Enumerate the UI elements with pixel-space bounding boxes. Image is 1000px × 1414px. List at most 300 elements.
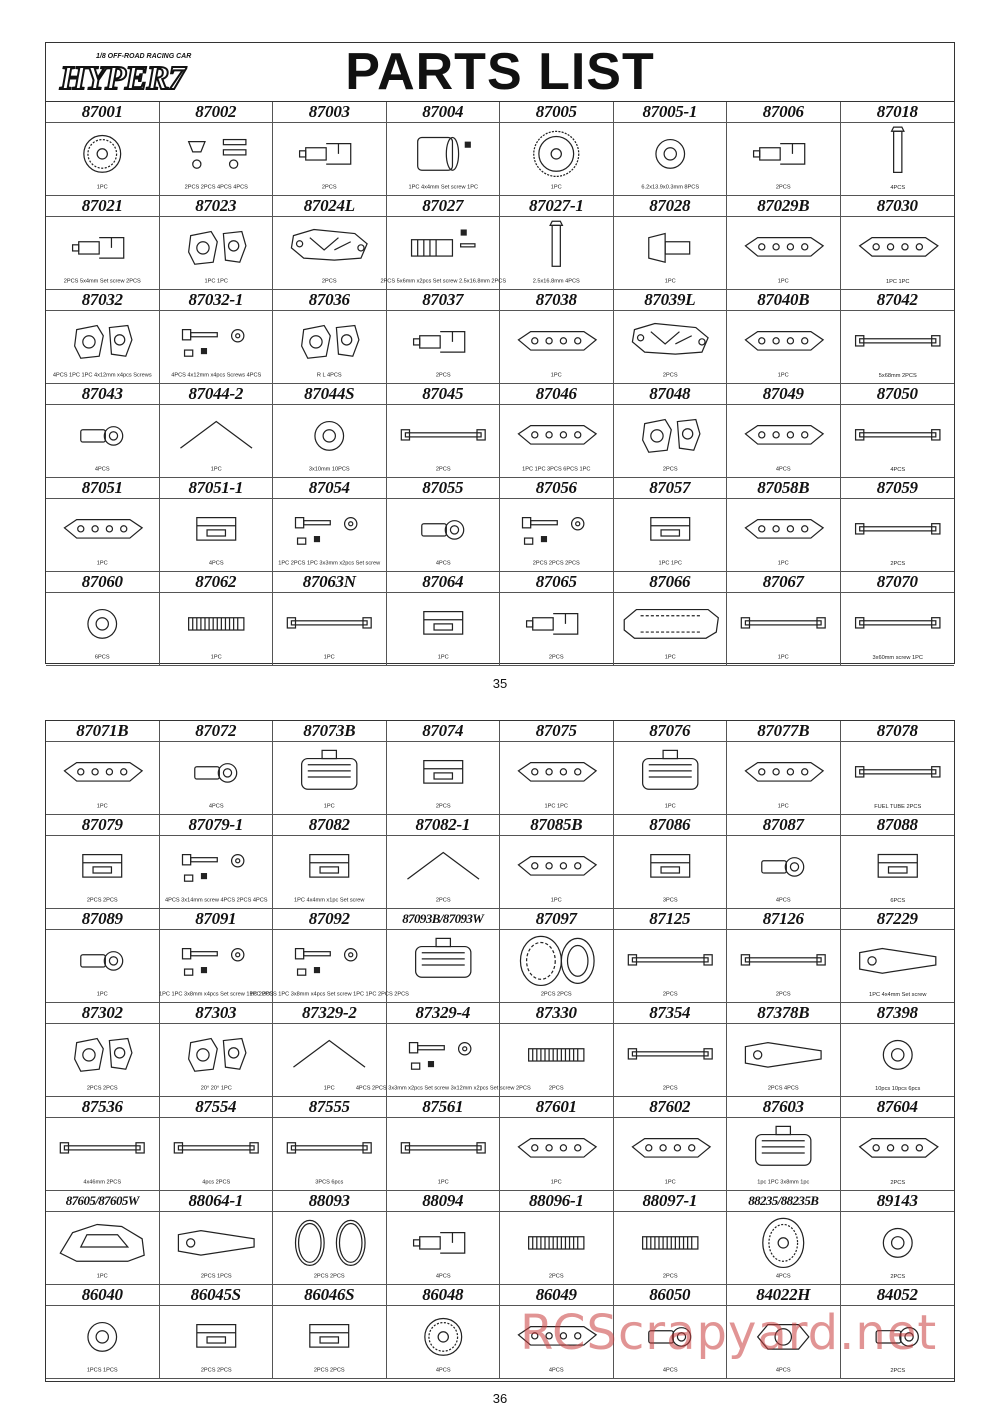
part-quantity: 1PC <box>210 466 222 473</box>
part-cell <box>727 721 841 815</box>
plate-icon <box>500 836 613 908</box>
part-quantity: 3PCS <box>662 897 678 904</box>
washer-icon <box>614 123 727 195</box>
part-quantity: 1PC 1PC 3x8mm x4pcs Set screw 1PC 2PCS <box>158 991 273 998</box>
wire-icon <box>160 405 273 477</box>
part-number: 87044S <box>273 384 386 405</box>
part-number: 87055 <box>387 478 500 499</box>
plate-icon <box>727 405 840 477</box>
part-quantity: 2PCS <box>889 1179 905 1186</box>
logo-tagline: 1/8 OFF-ROAD RACING CAR <box>96 53 192 60</box>
part-quantity: 1PC <box>96 991 108 998</box>
part-number: 88094 <box>387 1191 500 1212</box>
part-quantity: 1PC <box>96 184 108 191</box>
part-number: 87030 <box>841 196 955 217</box>
outdrive-icon <box>387 1212 500 1284</box>
outdrive-icon <box>273 123 386 195</box>
shaft-icon <box>379 217 506 289</box>
part-quantity: 6PCS <box>94 654 110 661</box>
part-number: 87027-1 <box>500 196 613 217</box>
part-quantity: 1PC 1PC <box>885 278 910 285</box>
part-cell <box>160 815 274 909</box>
part-cell <box>841 815 955 909</box>
part-quantity: 2PCS 2PCS 2PCS <box>532 560 580 567</box>
tire-icon <box>500 930 613 1002</box>
part-number: 87097 <box>500 909 613 930</box>
part-number: 87126 <box>727 909 840 930</box>
chassis-icon <box>614 593 727 665</box>
rod-icon <box>841 311 955 383</box>
hub-icon <box>160 217 273 289</box>
spring-icon <box>160 593 273 665</box>
part-quantity: 2PCS 5x6mm x2pcs Set screw 2.5x16.8mm 2PCS <box>379 278 506 285</box>
screw-icon <box>273 499 386 571</box>
part-number: 87088 <box>841 815 955 836</box>
part-cell <box>614 1003 728 1097</box>
part-cell <box>500 384 614 478</box>
part-quantity: 1PC <box>777 560 789 567</box>
screw-icon <box>160 311 273 383</box>
part-number: 86040 <box>46 1285 159 1306</box>
part-cell <box>273 721 387 815</box>
part-number: 87028 <box>614 196 727 217</box>
rod-end-icon <box>160 742 273 814</box>
part-cell <box>46 909 160 1003</box>
parts-sheet-page-36 <box>45 720 955 1382</box>
screw-icon <box>500 499 613 571</box>
spring-icon <box>500 1212 613 1284</box>
part-quantity: 1PC 1PC <box>544 803 568 810</box>
part-quantity: 2PCS <box>775 184 791 191</box>
part-number: 86046S <box>273 1285 386 1306</box>
rod-icon <box>160 1118 273 1190</box>
plate-icon <box>46 499 159 571</box>
part-quantity: 2PCS 2PCS 4PCS 4PCS <box>184 184 248 191</box>
part-cell <box>160 196 274 290</box>
plate-icon <box>727 217 840 289</box>
rod-icon <box>841 499 955 571</box>
rod-icon <box>614 1024 727 1096</box>
part-quantity: 4PCS <box>775 466 791 473</box>
washer-icon <box>273 405 386 477</box>
washer-icon <box>841 1024 955 1096</box>
part-cell <box>727 102 841 196</box>
outdrive-icon <box>46 217 159 289</box>
block-icon <box>841 836 955 908</box>
block-icon <box>160 499 273 571</box>
part-number: 87005 <box>500 102 613 123</box>
part-quantity: 1PCS 1PCS <box>86 1367 118 1374</box>
part-quantity: 4PCS <box>435 1273 451 1280</box>
part-quantity: 1PC <box>550 184 562 191</box>
part-cell <box>500 102 614 196</box>
part-quantity: 20° 20° 1PC <box>200 1085 232 1092</box>
part-number: 87048 <box>614 384 727 405</box>
part-cell <box>614 721 728 815</box>
part-cell <box>387 721 501 815</box>
part-cell <box>841 290 955 384</box>
part-quantity: 5x68mm 2PCS <box>878 372 917 379</box>
part-quantity: 1PC <box>96 1273 108 1280</box>
part-number: 87229 <box>841 909 955 930</box>
part-quantity: 2PCS 5x4mm Set screw 2PCS <box>63 278 141 285</box>
part-cell <box>614 102 728 196</box>
part-quantity: 1PC <box>550 372 562 379</box>
part-quantity: 1PC <box>323 654 335 661</box>
tank-icon <box>387 930 500 1002</box>
plate-icon <box>727 742 840 814</box>
part-quantity: 2PCS 1PCS <box>200 1273 232 1280</box>
part-number: 87091 <box>160 909 273 930</box>
part-number: 86045S <box>160 1285 273 1306</box>
arm-icon <box>614 311 727 383</box>
part-cell <box>46 1191 160 1285</box>
part-number: 87064 <box>387 572 500 593</box>
part-number: 88064-1 <box>160 1191 273 1212</box>
part-number: 87303 <box>160 1003 273 1024</box>
part-number: 87092 <box>273 909 386 930</box>
part-number: 87024L <box>273 196 386 217</box>
part-cell <box>841 478 955 572</box>
part-cell <box>387 102 501 196</box>
part-number: 86048 <box>387 1285 500 1306</box>
part-cell <box>500 572 614 666</box>
part-cell <box>387 478 501 572</box>
part-number: 87032 <box>46 290 159 311</box>
screw-icon <box>249 930 409 1002</box>
part-number: 87044-2 <box>160 384 273 405</box>
part-quantity: 1PC <box>96 803 108 810</box>
part-number: 87003 <box>273 102 386 123</box>
part-number: 87561 <box>387 1097 500 1118</box>
part-number: 87036 <box>273 290 386 311</box>
part-number: 87604 <box>841 1097 955 1118</box>
part-number: 87050 <box>841 384 955 405</box>
part-quantity: 4PCS <box>889 466 905 473</box>
part-cell <box>249 909 409 1003</box>
part-number: 87073B <box>273 721 386 742</box>
part-cell <box>273 815 387 909</box>
oring-icon <box>273 1212 386 1284</box>
part-cell <box>841 909 955 1003</box>
outdrive-icon <box>387 311 500 383</box>
part-quantity: 2PCS 4PCS <box>767 1085 799 1092</box>
part-number: 87330 <box>500 1003 613 1024</box>
part-quantity: 2PCS <box>775 991 791 998</box>
part-cell <box>841 384 955 478</box>
part-number: 87398 <box>841 1003 955 1024</box>
part-cell <box>273 102 387 196</box>
part-quantity: 1PC <box>777 803 789 810</box>
part-cell <box>614 1097 728 1191</box>
part-number: 87032-1 <box>160 290 273 311</box>
rod-icon <box>841 405 955 477</box>
part-number: 87078 <box>841 721 955 742</box>
part-cell <box>614 572 728 666</box>
part-quantity: 1PC <box>777 654 789 661</box>
part-quantity: 4x46mm 2PCS <box>83 1179 122 1186</box>
part-cell <box>500 290 614 384</box>
part-cell <box>160 1003 274 1097</box>
plate-icon <box>727 311 840 383</box>
part-quantity: 2PCS <box>321 278 337 285</box>
part-number: 87043 <box>46 384 159 405</box>
pinion-icon <box>614 217 727 289</box>
part-quantity: 2PCS <box>321 184 337 191</box>
part-number: 87057 <box>614 478 727 499</box>
part-quantity: 2PCS 2PCS <box>86 1085 118 1092</box>
part-number: 87049 <box>727 384 840 405</box>
part-number: 89143 <box>841 1191 955 1212</box>
part-cell <box>500 1191 614 1285</box>
part-number: 87051 <box>46 478 159 499</box>
hub-icon <box>273 311 386 383</box>
block-icon <box>614 836 727 908</box>
block-icon <box>160 1306 273 1378</box>
part-cell <box>727 290 841 384</box>
part-number: 87063N <box>273 572 386 593</box>
part-quantity: 1PC 1PC <box>204 278 228 285</box>
plate-icon <box>500 1118 613 1190</box>
part-cell <box>273 384 387 478</box>
part-number: 87042 <box>841 290 955 311</box>
part-cell <box>500 478 614 572</box>
arm-icon <box>273 217 386 289</box>
part-number: 88097-1 <box>614 1191 727 1212</box>
part-quantity: 2PCS 2PCS <box>200 1367 232 1374</box>
part-number: 86050 <box>614 1285 727 1306</box>
wheel-icon <box>727 1212 840 1284</box>
part-number: 87082 <box>273 815 386 836</box>
part-number: 87038 <box>500 290 613 311</box>
part-number: 87006 <box>727 102 840 123</box>
part-number: 87125 <box>614 909 727 930</box>
part-cell <box>614 384 728 478</box>
block-icon <box>273 1306 386 1378</box>
page-number-36: 36 <box>492 1391 508 1406</box>
part-quantity: 2PCS 2PCS <box>86 897 118 904</box>
part-cell <box>355 1003 531 1097</box>
part-cell <box>727 1097 841 1191</box>
part-quantity: 1PC <box>437 1179 449 1186</box>
part-quantity: 2PCS <box>662 1273 678 1280</box>
parts-grid-page-36 <box>46 721 954 1379</box>
part-cell <box>46 290 160 384</box>
watermark: RCScrapyard.net <box>520 1305 938 1361</box>
pipe-icon <box>841 930 955 1002</box>
part-quantity: 1PC 2PCS 1PC 3x8mm x4pcs Set screw 1PC 1PC 2PCS 2PCS <box>249 991 409 998</box>
part-quantity: 4PCS <box>94 466 110 473</box>
gear-icon <box>46 123 159 195</box>
part-cell <box>841 572 955 666</box>
part-cell <box>273 1003 387 1097</box>
part-quantity: 1PC <box>664 1179 676 1186</box>
part-cell <box>46 478 160 572</box>
part-number: 87037 <box>387 290 500 311</box>
plate-icon <box>614 1118 727 1190</box>
part-cell <box>379 196 506 290</box>
part-quantity: 4PCS 2PCS 3x3mm x2pcs Set screw 3x12mm x2pcs Set screw 2PCS <box>355 1085 531 1092</box>
plate-icon <box>841 1118 955 1190</box>
part-number: 87027 <box>387 196 500 217</box>
part-cell <box>46 1003 160 1097</box>
part-quantity: 2PCS <box>889 1367 905 1374</box>
part-quantity: 4PCS <box>889 184 905 191</box>
part-cell <box>273 290 387 384</box>
part-quantity: 4PCS <box>208 560 224 567</box>
block-icon <box>387 742 500 814</box>
washer-icon <box>46 1306 159 1378</box>
part-quantity: 1PC 1PC 3PCS 6PCS 1PC <box>522 466 591 473</box>
part-cell <box>727 572 841 666</box>
part-cell <box>614 1191 728 1285</box>
rod-icon <box>614 930 727 1002</box>
part-quantity: 2PCS <box>435 803 451 810</box>
part-quantity: FUEL TUBE 2PCS <box>873 803 921 810</box>
part-cell <box>160 1285 274 1379</box>
screw-icon <box>355 1024 531 1096</box>
part-quantity: 1PC <box>664 803 676 810</box>
pin-icon <box>500 217 613 289</box>
part-cell <box>46 384 160 478</box>
part-number: 87074 <box>387 721 500 742</box>
tank-icon <box>727 1118 840 1190</box>
part-number: 87554 <box>160 1097 273 1118</box>
spur-gear-icon <box>500 123 613 195</box>
part-number: 87045 <box>387 384 500 405</box>
part-number: 88096-1 <box>500 1191 613 1212</box>
part-cell <box>46 815 160 909</box>
page-title: PARTS LIST <box>345 43 655 101</box>
part-number: 87075 <box>500 721 613 742</box>
part-cell <box>46 572 160 666</box>
part-quantity: 2PCS <box>889 560 905 567</box>
parts-sheet-page-35 <box>45 42 955 664</box>
rod-icon <box>387 1118 500 1190</box>
washer-icon <box>841 1212 955 1284</box>
part-quantity: 2PCS <box>548 1273 564 1280</box>
block-icon <box>387 593 500 665</box>
part-quantity: 2PCS <box>662 991 678 998</box>
part-number: 87602 <box>614 1097 727 1118</box>
part-cell <box>160 1097 274 1191</box>
part-cell <box>387 290 501 384</box>
part-cell <box>160 1191 274 1285</box>
part-cell <box>841 721 955 815</box>
part-quantity: 1PC <box>437 654 449 661</box>
plate-icon <box>500 311 613 383</box>
part-cell <box>46 1097 160 1191</box>
part-quantity: 2PCS <box>548 654 564 661</box>
part-number: 87601 <box>500 1097 613 1118</box>
rod-icon <box>273 593 386 665</box>
body-icon <box>46 1212 159 1284</box>
part-quantity: 4PCS <box>548 1367 564 1374</box>
part-cell <box>727 1003 841 1097</box>
part-quantity: 1PC <box>323 1085 335 1092</box>
rod-end-icon <box>46 930 159 1002</box>
part-cell <box>500 1097 614 1191</box>
part-number: 87329-2 <box>273 1003 386 1024</box>
part-cell <box>160 384 274 478</box>
part-quantity: 3x60mm screw 1PC <box>872 654 923 661</box>
part-cell <box>387 1097 501 1191</box>
part-quantity: 4PCS <box>775 1367 791 1374</box>
part-number: 87302 <box>46 1003 159 1024</box>
pipe-icon <box>727 1024 840 1096</box>
part-number: 87378B <box>727 1003 840 1024</box>
part-cell <box>160 478 274 572</box>
part-quantity: 2PCS <box>662 1085 678 1092</box>
part-number: 87065 <box>500 572 613 593</box>
part-number: 87058B <box>727 478 840 499</box>
part-quantity: 4PCS <box>775 897 791 904</box>
part-number: 87089 <box>46 909 159 930</box>
part-number: 87001 <box>46 102 159 123</box>
parts-grid-page-35 <box>46 102 954 666</box>
gear-icon <box>387 1306 500 1378</box>
part-cell <box>273 1191 387 1285</box>
part-quantity: 1PC <box>323 803 335 810</box>
part-quantity: 3PCS 6pcs <box>315 1179 344 1186</box>
part-quantity: 2PCS <box>435 466 451 473</box>
part-cell <box>160 721 274 815</box>
part-cell <box>273 478 387 572</box>
part-number: 87002 <box>160 102 273 123</box>
part-cell <box>841 102 955 196</box>
part-cell <box>841 1097 955 1191</box>
rod-icon <box>46 1118 159 1190</box>
part-number: 87354 <box>614 1003 727 1024</box>
part-number: 87067 <box>727 572 840 593</box>
tank-icon <box>614 742 727 814</box>
part-cell <box>500 909 614 1003</box>
part-number: 87056 <box>500 478 613 499</box>
part-quantity: 1PC 1PC <box>658 560 682 567</box>
part-number: 87062 <box>160 572 273 593</box>
part-number: 84022H <box>727 1285 840 1306</box>
part-cell <box>614 196 728 290</box>
plate-icon <box>727 499 840 571</box>
part-number: 87079 <box>46 815 159 836</box>
part-quantity: 10pcs 10pcs 6pcs <box>874 1085 920 1092</box>
part-cell <box>160 290 274 384</box>
part-quantity: 2PCS <box>662 466 678 473</box>
part-quantity: 2PCS 2PCS <box>540 991 572 998</box>
part-quantity: 1PC <box>96 560 108 567</box>
part-cell <box>46 1285 160 1379</box>
tank-icon <box>273 742 386 814</box>
part-quantity: 2PCS <box>435 897 451 904</box>
part-number: 87077B <box>727 721 840 742</box>
part-cell <box>841 1003 955 1097</box>
part-number: 87329-4 <box>387 1003 500 1024</box>
plate-icon <box>841 217 955 289</box>
part-number: 87004 <box>387 102 500 123</box>
rod-icon <box>727 593 840 665</box>
part-quantity: 2.5x16.8mm 4PCS <box>532 278 580 285</box>
part-quantity: 3x10mm 10PCS <box>308 466 350 473</box>
part-cell <box>500 721 614 815</box>
part-number: 87087 <box>727 815 840 836</box>
part-quantity: 4PCS <box>435 1367 451 1374</box>
washer-icon <box>46 593 159 665</box>
gear-set-icon <box>160 123 273 195</box>
part-quantity: 4pcs 2PCS <box>201 1179 230 1186</box>
part-cell <box>500 1003 614 1097</box>
part-number: 87076 <box>614 721 727 742</box>
part-quantity: 4PCS 4x12mm x4pcs Screws 4PCS <box>170 372 261 379</box>
